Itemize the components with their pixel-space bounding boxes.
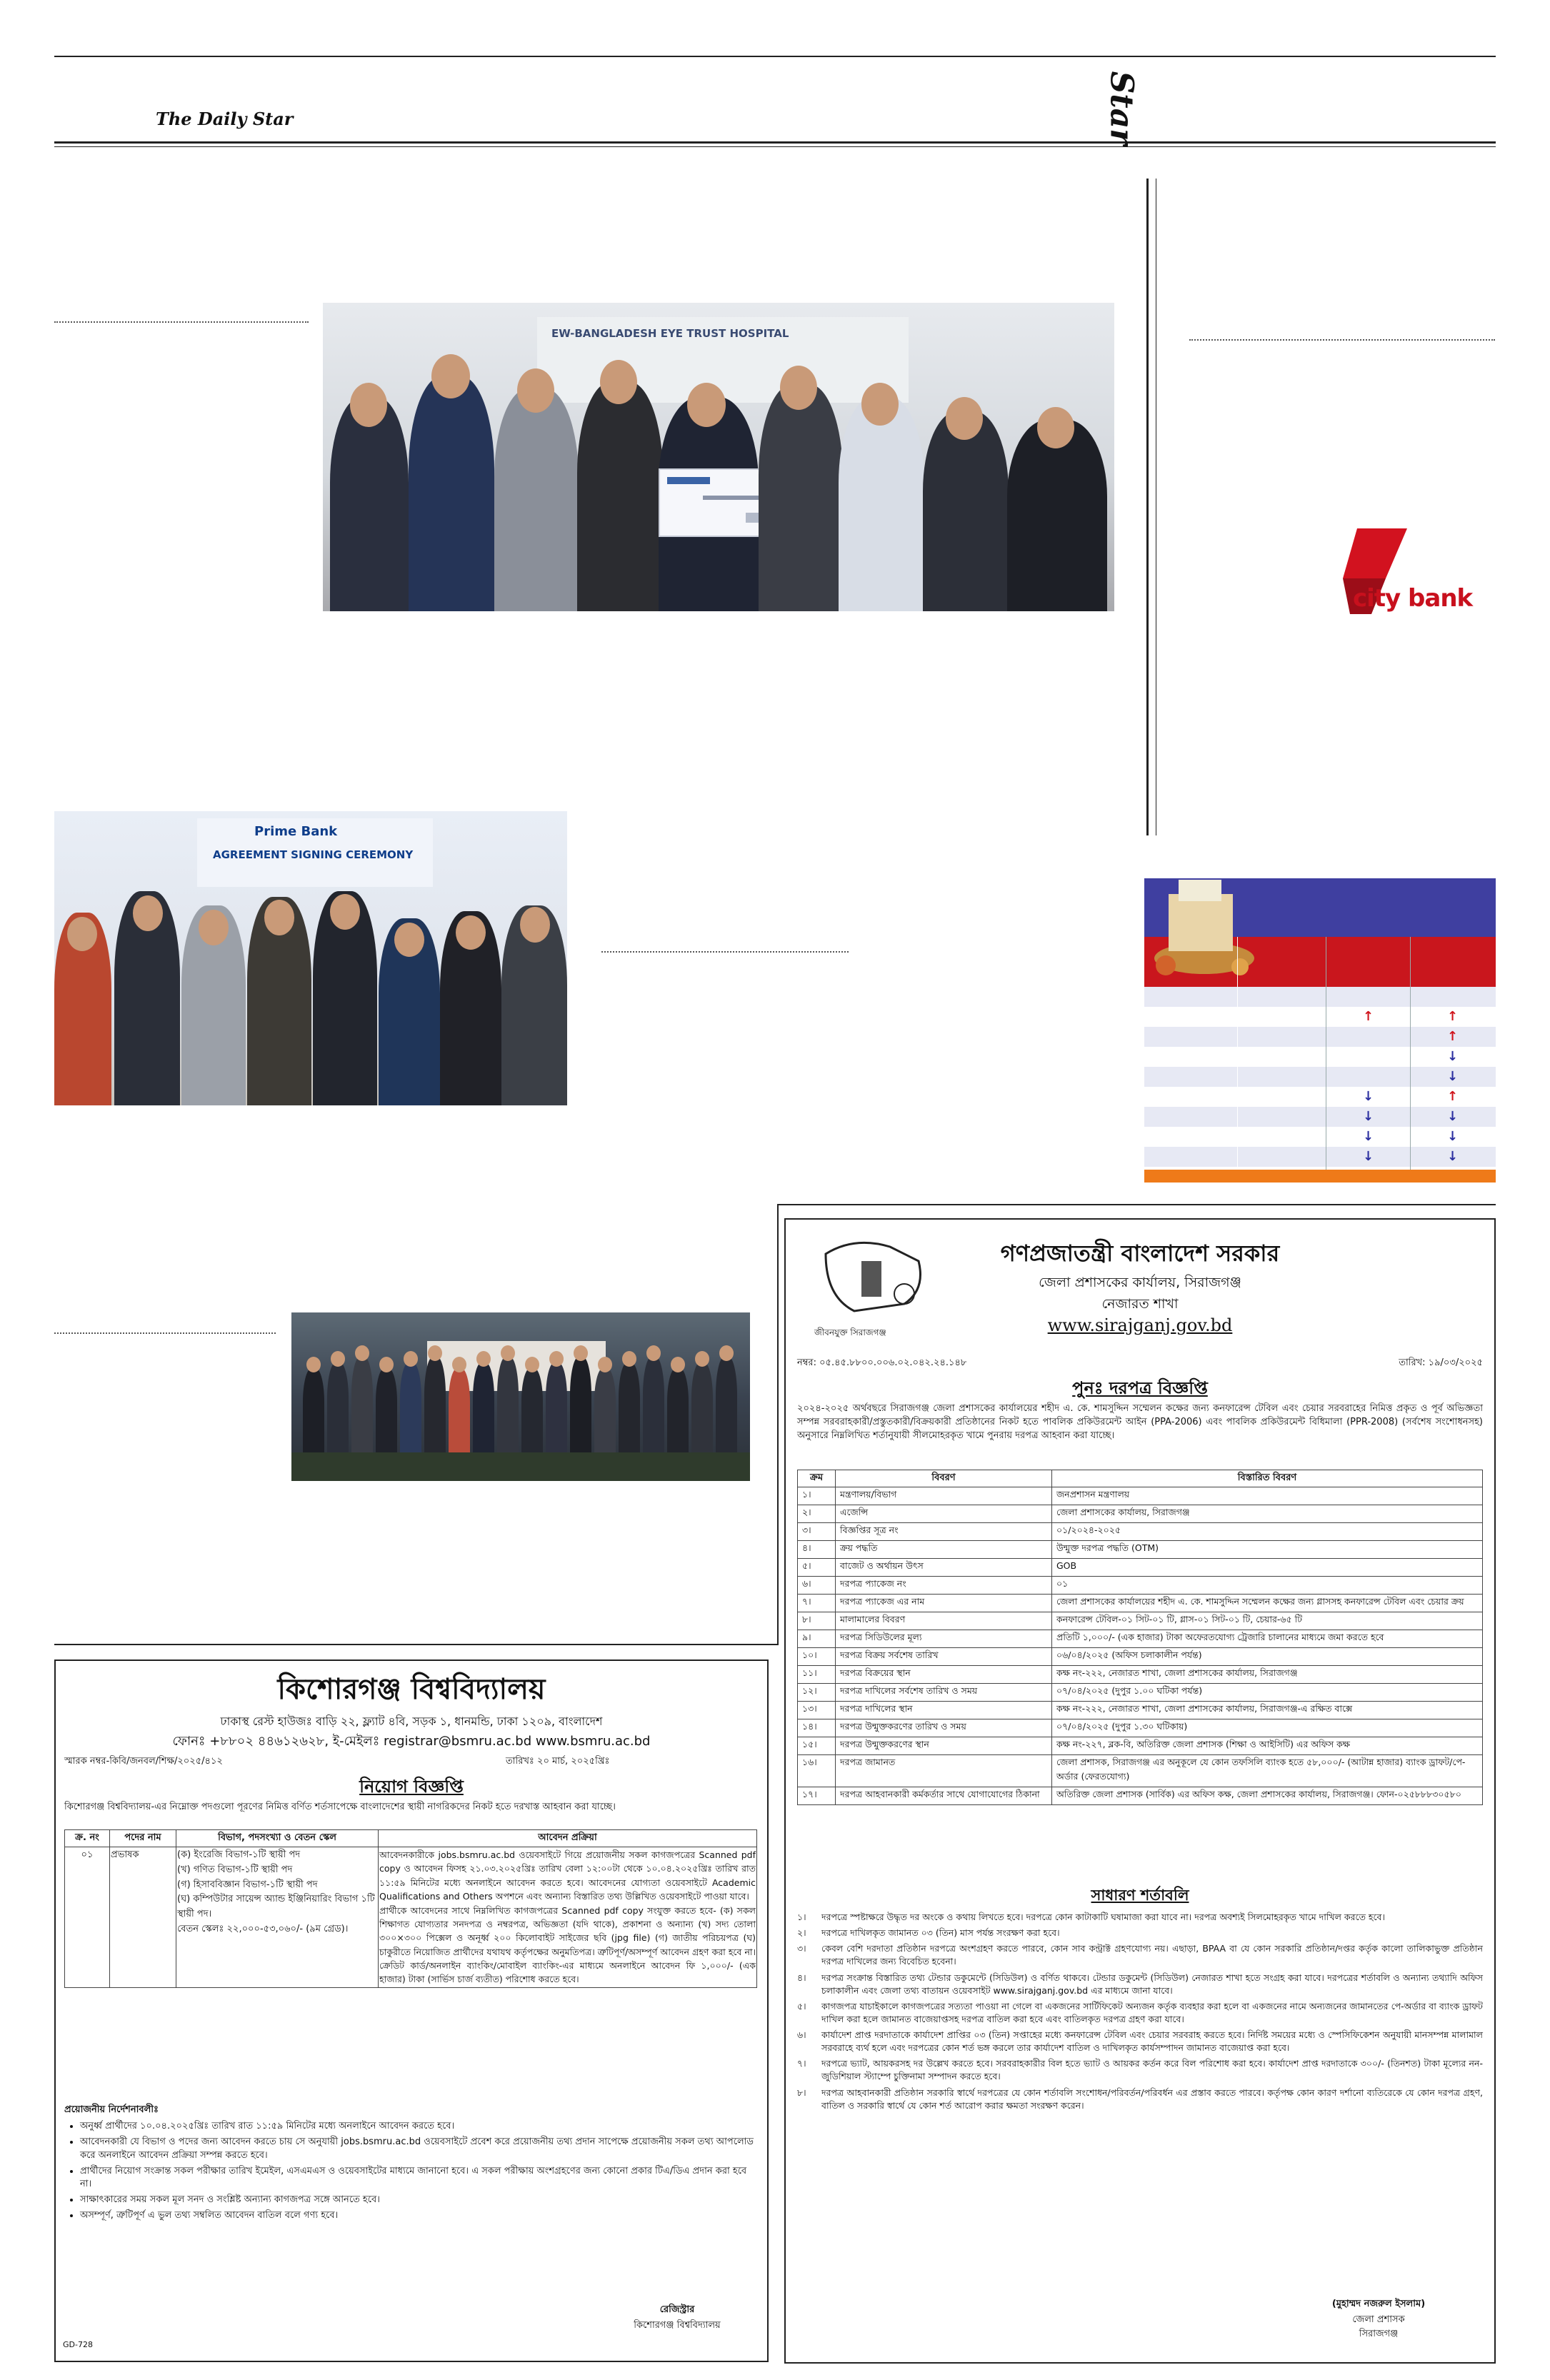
price-row: [1144, 1087, 1496, 1107]
row-number: ১৪।: [798, 1719, 836, 1737]
row-number: ১।: [798, 1487, 836, 1505]
person-head: [525, 1357, 539, 1372]
table-row: [65, 1847, 757, 1988]
person-head: [719, 1345, 734, 1361]
person-head: [379, 1357, 394, 1372]
commodity-price-graphic: [1144, 873, 1496, 1187]
term-item: [797, 2000, 1483, 2026]
price-change-arrow: ↑: [1447, 1029, 1459, 1044]
price-row: [1144, 1067, 1496, 1087]
person-head: [517, 368, 554, 413]
row-value: জেলা প্রশাসক, সিরাজগঞ্জ এর অনুকূলে যে কোন তফসিলি ব্যাংক হতে ৫৮,০০০/- (আটান্ন হাজার) ব্যাংক ড্রাফট/পে-অর্ডার (ফেরতযোগ্য): [1052, 1755, 1483, 1787]
table-row: [798, 1648, 1483, 1666]
table-row: [798, 1612, 1483, 1630]
price-row: [1144, 1027, 1496, 1047]
person-head: [350, 383, 387, 427]
price-change-arrow: ↑: [1447, 1009, 1459, 1024]
person: [497, 1357, 519, 1452]
person-head: [600, 360, 637, 404]
row-value: ০১/২০২৪-২০২৫: [1052, 1523, 1483, 1541]
row-label: দরপত্র আহবানকারী কর্মকর্তার সাথে যোগাযোগের ঠিকানা: [836, 1787, 1052, 1805]
notice-date: তারিখ: ১৯/০৩/২০২৫: [1399, 1357, 1483, 1368]
term-number: ২।: [797, 1927, 806, 1939]
term-number: ৪।: [797, 1972, 806, 1983]
person: [691, 1362, 713, 1452]
notes-title: প্রয়োজনীয় নির্দেশনাবলীঃ: [64, 2104, 159, 2115]
row-value: কক্ষ নং-২২৭, ব্লক-বি, অতিরিক্ত জেলা প্রশাসক (শিক্ষা ও আইসিটি) এর অফিস কক্ষ: [1052, 1737, 1483, 1755]
dotted-separator: [54, 321, 309, 323]
note-item: • প্রার্থীদের নিয়োগ সংক্রান্ত সকল পরীক্ষার তারিখ ইমেইল, এসএমএস ও ওয়েবসাইটের মাধ্যমে জানানো হবে। এ সকল পরীক্ষায় অংশগ্রহণের জন্য কোনো প্রকার টিএ/ডিএ প্রদান করা হবে না।: [80, 2165, 759, 2192]
row-label: দরপত্র বিক্রয় সর্বশেষ তারিখ: [836, 1648, 1052, 1666]
row-label: দরপত্র উন্মুক্তকরণের স্থান: [836, 1737, 1052, 1755]
price-row: [1144, 987, 1496, 1007]
notice-intro: ২০২৪-২০২৫ অর্থবছরে সিরাজগঞ্জ জেলা প্রশাসকের কার্যালয়ের শহীদ এ. কে. শামসুদ্দিন সম্মেলন কক্ষের জন্য কনফারেন্স টেবিল এবং চেয়ার সরবরাহের নিমিত্ত প্রকৃত ও পূর্ব অভিজ্ঞতা সম্পন্ন সরবরাহকারী/প্রস্তুতকারী/বিক্রয়কারী প্রতিষ্ঠানের নিকট হতে পাবলিক প্রকিউরমেন্ট আইন (PPA-2006) এবং পাবলিক প্রকিউরমেন্ট বিধিমালা (PPR-2008) (সর্বশেষ সংশোধনসহ) অনুসারে নিম্নলিখিত শর্তানুযায়ী সীলমোহরকৃত খামে পুনরায় দরপত্র আহবান করা যাচ্ছে।: [797, 1403, 1483, 1441]
row-label: এজেন্সি: [836, 1505, 1052, 1523]
row-label: ক্রয় পদ্ধতি: [836, 1541, 1052, 1559]
row-value: ০৬/০৪/২০২৫ (অফিস চলাকালীন পর্যন্ত): [1052, 1648, 1483, 1666]
ad-code: GD-728: [63, 2340, 93, 2349]
term-text: দরপত্রে ভ্যাট, আয়করসহ দর উল্লেখ করতে হবে। সরবরাহকারীর বিল হতে ভ্যাট ও আয়কর কর্তন করে বিল পরিশোধ করা হবে। কার্যাদেশ প্রাপ্ত দরদাতাকে ৩০০/- (তিনশত) টাকা মূল্যের নন-জুডিশিয়াল স্ট্যাম্পে চুক্তিনামা সম্পাদন করতে হবে।: [821, 2058, 1483, 2082]
row-number: ১২।: [798, 1684, 836, 1702]
term-item: [797, 1911, 1483, 1924]
post-name: প্রভাষক: [110, 1847, 176, 1988]
news-photo-group: [291, 1312, 750, 1481]
price-change-arrow: ↓: [1447, 1069, 1459, 1084]
person: [473, 1362, 494, 1452]
table-header: ক্র. নং: [65, 1830, 110, 1847]
price-row: [1144, 1107, 1496, 1127]
table-row: [798, 1684, 1483, 1702]
person-head: [671, 1357, 685, 1372]
price-change-arrow: ↓: [1363, 1149, 1374, 1164]
person: [759, 384, 843, 611]
row-number: ৮।: [798, 1612, 836, 1630]
term-item: [797, 1972, 1483, 1997]
person: [619, 1362, 640, 1452]
signer-name: (মুহাম্মদ নজরুল ইসলাম): [1331, 2299, 1426, 2309]
person-head: [264, 900, 294, 935]
row-label: দরপত্র সিডিউলের মূল্য: [836, 1630, 1052, 1648]
person-head: [306, 1357, 321, 1372]
price-rows: [1144, 987, 1496, 1167]
price-row: [1144, 1147, 1496, 1167]
table-row: [798, 1559, 1483, 1577]
groceries-basket-icon: [1147, 873, 1261, 980]
backdrop-text: EW-BANGLADESH EYE TRUST HOSPITAL: [551, 327, 789, 340]
notice-headline: পুনঃ দরপত্র বিজ্ঞপ্তি: [1072, 1377, 1208, 1398]
table-row: [798, 1630, 1483, 1648]
term-text: দরপত্র সংক্রান্ত বিস্তারিত তথ্য টেন্ডার ডকুমেন্টে (সিডিউল) ও বর্ণিত থাকবে। টেন্ডার ডকুমেন্ট (সিডিউল) নেজারত শাখা হতে সংগ্রহ করা যাবে। দরপত্রের শর্তাবলি ও অন্যান্য তথ্যাদি অফিস চলাকালীন এবং জেলা তথ্য বাতায়ন ওয়েবসাইট www.sirajganj.gov.bd এর মাধ্যমে জানা যাবে।: [821, 1972, 1483, 1996]
person: [1007, 420, 1107, 611]
row-label: দরপত্র প্যাকেজ এর নাম: [836, 1595, 1052, 1612]
person: [839, 397, 924, 611]
person: [424, 1357, 446, 1452]
table-row: [798, 1523, 1483, 1541]
row-number: ৩।: [798, 1523, 836, 1541]
price-change-arrow: ↑: [1363, 1009, 1374, 1024]
top-rule: [54, 56, 1496, 57]
terms-list: [797, 1911, 1483, 2115]
row-number: ১৫।: [798, 1737, 836, 1755]
person-head: [404, 1351, 418, 1367]
row-value: GOB: [1052, 1559, 1483, 1577]
price-row: [1144, 1047, 1496, 1067]
row-value: প্রতিটি ১,০০০/- (এক হাজার) টাকা অফেরতযোগ্য ট্রেজারি চালানের মাধ্যমে জমা করতে হবে: [1052, 1630, 1483, 1648]
price-row: [1144, 1127, 1496, 1147]
row-number: ১৩।: [798, 1702, 836, 1719]
person-head: [452, 1357, 466, 1372]
row-label: দরপত্র প্যাকেজ নং: [836, 1577, 1052, 1595]
logo-caption: জীবনযুক্ত সিরাজগঞ্জ: [814, 1327, 886, 1337]
post-number: ০১: [65, 1847, 110, 1988]
table-row: [798, 1666, 1483, 1684]
person-head: [331, 1351, 345, 1367]
price-footer-band: [1144, 1170, 1496, 1183]
table-header: পদের নাম: [110, 1830, 176, 1847]
person-head: [394, 923, 424, 957]
row-value: জনপ্রশাসন মন্ত্রণালয়: [1052, 1487, 1483, 1505]
person: [494, 388, 579, 611]
backdrop-banner: [197, 818, 433, 887]
dotted-separator: [1189, 339, 1495, 341]
daily-star-logo: The Daily Star: [156, 109, 294, 129]
dotted-separator: [601, 951, 849, 953]
city-bank-brand: city bank: [1353, 584, 1473, 613]
recruit-intro: কিশোরগঞ্জ বিশ্ববিদ্যালয়-এর নিম্নোক্ত পদগুলো পূরণের নিমিত্ত বর্ণিত শর্তসাপেক্ষে বাংলাদেশের স্থায়ী নাগরিকদের নিকট হতে দরখাস্ত আহবান করা যাচ্ছে।: [64, 1802, 616, 1812]
news-photo-cheque-handover: [323, 303, 1114, 611]
table-row: [798, 1541, 1483, 1559]
person-head: [476, 1351, 491, 1367]
person: [400, 1362, 421, 1452]
person: [594, 1368, 616, 1452]
table-header: ক্রম: [798, 1470, 836, 1487]
price-change-arrow: ↓: [1363, 1109, 1374, 1124]
university-title: কিশোরগঞ্জ বিশ্ববিদ্যালয়: [277, 1672, 546, 1706]
notice-office: জেলা প্রশাসকের কার্যালয়, সিরাজগঞ্জ: [1039, 1275, 1241, 1290]
notice-website-link[interactable]: www.sirajganj.gov.bd: [1047, 1315, 1233, 1335]
price-change-arrow: ↓: [1363, 1089, 1374, 1104]
recruitment-table: [64, 1829, 757, 1988]
price-change-arrow: ↓: [1447, 1109, 1459, 1124]
row-number: ১৭।: [798, 1787, 836, 1805]
backdrop-banner: [537, 317, 909, 403]
post-departments: (ক) ইংরেজি বিভাগ-১টি স্থায়ী পদ (খ) গণিত বিভাগ-১টি স্থায়ী পদ (গ) হিসাববিজ্ঞান বিভাগ-১টি স্থায়ী পদ (ঘ) কম্পিউটার সায়েন্স অ্যান্ড ইঞ্জিনিয়ারিং বিভাগ ১টি স্থায়ী পদ। বেতন স্কেলঃ ২২,০০০-৫৩,০৬০/- (৯ম গ্রেড)।: [176, 1847, 379, 1988]
person-head: [431, 354, 470, 398]
row-label: দরপত্র বিক্রয়ের স্থান: [836, 1666, 1052, 1684]
term-text: কাগজপত্র যাচাইকালে কাগজপত্রের সত্যতা পাওয়া না গেলে বা একজনের সার্টিফিকেট অন্যজন কর্তৃক ব্যবহার করা হলে বা একজনের নামে অন্যজনের জামানতের পে-অর্ডার বা ব্যাংক ড্রাফট দাখিল করা হলে জামানত বাজেয়াপ্তসহ দরপত্র বাতিল করা হবে এবং বাতিলকৃত দরপত্র গ্রহণ করা যাবে।: [821, 2000, 1483, 2024]
term-text: কার্যাদেশ প্রাপ্ত দরদাতাকে কার্যাদেশ প্রাপ্তির ০৩ (তিন) সপ্তাহের মধ্যে কনফারেন্স টেবিল এবং চেয়ার সরবরাহ করতে হবে। নির্দিষ্ট সময়ের মধ্যে ও স্পেসিফিকেশন অনুযায়ী মানসম্পন্ন মালামাল সরবরাহে ব্যর্থ হলে এবং দরপত্রের কোন শর্ত ভঙ্গ করলে তার কার্যাদেশ বাতিল ও দাখিলকৃত কার্যসম্পাদন জামানত বাজেয়াপ্ত করা হবে।: [821, 2029, 1483, 2054]
person-head: [456, 915, 486, 950]
term-number: ৭।: [797, 2058, 806, 2069]
price-change-arrow: ↓: [1363, 1129, 1374, 1144]
person: [409, 376, 494, 611]
term-number: ৩।: [797, 1943, 806, 1954]
registrar-place: কিশোরগঞ্জ বিশ্ববিদ্যালয়: [634, 2320, 721, 2331]
row-value: অতিরিক্ত জেলা প্রশাসক (সার্বিক) এর অফিস কক্ষ, জেলা প্রশাসকের কার্যালয়, সিরাজগঞ্জ। ফোন-০২৫৮৮৮৩০৫৮০: [1052, 1787, 1483, 1805]
banner-subtitle: AGREEMENT SIGNING CEREMONY: [213, 848, 414, 861]
table-row: [798, 1755, 1483, 1787]
row-number: ৬।: [798, 1577, 836, 1595]
person-head: [199, 910, 229, 945]
tender-details-table: [797, 1470, 1483, 1805]
header-rule-thin: [54, 146, 1496, 147]
signer-title: জেলা প্রশাসক: [1352, 2314, 1405, 2325]
term-item: [797, 1942, 1483, 1968]
row-number: ৭।: [798, 1595, 836, 1612]
table-row: [798, 1487, 1483, 1505]
notice-memo: নম্বর: ০৫.৪৫.৮৮০০.০০৬.০২.০৪২.২৪.১৪৮: [797, 1357, 967, 1368]
price-row: [1144, 1007, 1496, 1027]
stage-plants: [291, 1452, 750, 1481]
term-item: [797, 2029, 1483, 2054]
person: [577, 381, 663, 611]
person-head: [574, 1345, 588, 1361]
person-head: [428, 1345, 442, 1361]
person: [923, 411, 1009, 611]
table-header: আবেদন প্রক্রিয়া: [379, 1830, 757, 1847]
person-head: [330, 894, 360, 930]
term-number: ৬।: [797, 2029, 806, 2040]
row-label: দরপত্র উন্মুক্তকরণের তারিখ ও সময়: [836, 1719, 1052, 1737]
person: [546, 1362, 567, 1452]
person-head: [501, 1345, 515, 1361]
row-value: কক্ষ নং-২২২, নেজারত শাখা, জেলা প্রশাসকের কার্যালয়, সিরাজগঞ্জ: [1052, 1666, 1483, 1684]
city-bank-ad: [1343, 521, 1494, 628]
person-head: [1037, 407, 1074, 448]
price-change-arrow: ↑: [1447, 1089, 1459, 1104]
row-value: উন্মুক্ত দরপত্র পদ্ধতি (OTM): [1052, 1541, 1483, 1559]
person: [327, 1362, 349, 1452]
person-head: [646, 1345, 661, 1361]
table-header: বিভাগ, পদসংখ্যা ও বেতন স্কেল: [176, 1830, 379, 1847]
person: [351, 1357, 373, 1452]
row-label: দরপত্র দাখিলের স্থান: [836, 1702, 1052, 1719]
person: [521, 1368, 543, 1452]
note-item: • আবেদনকারী যে বিভাগ ও পদের জন্য আবেদন করতে চায় সে অনুযায়ী jobs.bsmru.ac.bd ওয়েবসাইটে প্রবেশ করে প্রয়োজনীয় তথ্য প্রদান সাপেক্ষে প্রয়োজনীয় সকল তথ্য আপলোড করে অনলাইনে আবেদন প্রক্রিয়া সম্পন্ন করতে হবে।: [80, 2136, 759, 2163]
notice-gov-title: গণপ্রজাতন্ত্রী বাংলাদেশ সরকার: [1000, 1240, 1280, 1267]
dotted-separator: [54, 1332, 276, 1334]
table-row: [798, 1577, 1483, 1595]
application-process: আবেদনকারীকে jobs.bsmru.ac.bd ওয়েবসাইটে গিয়ে প্রয়োজনীয় সকল কাগজপত্রের Scanned pdf copy ও আবেদন ফিসহ ২১.০৩.২০২৫খ্রিঃ তারিখ বেলা ১২:০০টা থেকে ১০.০৪.২০২৫খ্রিঃ তারিখ রাত ১১:৫৯ মিনিটের মধ্যে অনলাইনে আবেদন করতে হবে। আবেদনের যোগ্যতা ওয়েবসাইটে Academic Qualifications and Others অপশনে এবং অন্যান্য বিস্তারিত তথ্য উল্লিখিত ওয়েবসাইটে পাওয়া যাবে। প্রার্থীকে আবেদনের সাথে নিম্নলিখিত কাগজপত্রের Scanned pdf copy সংযুক্ত করতে হবে- (ক) সকল শিক্ষাগত যোগ্যতার সনদপত্র ও নম্বরপত্র, অভিজ্ঞতা (যদি থাকে), প্রকাশনা ও অন্যান্য (খ) সদ্য তোলা ৩০০×৩০০ পিক্সেল ও অনূর্ধ্ব ২০০ কিলোবাইট সাইজের ছবি (jpg file) (গ) জাতীয় পরিচয়পত্র (ঘ) চাকুরীতে নিয়োজিত প্রার্থীদের যথাযথ কর্তৃপক্ষের অনুমতিপত্র। ত্রুটিপূর্ণ/অসম্পূর্ণ আবেদন গ্রহণ করা হবে না। ক্রেডিট কার্ড/অনলাইন ব্যাংকিং/মোবাইল ব্যাংকিং-এর মাধ্যমে অনলাইনে আবেদন ফি ১,০০০/- (এক হাজার) টাকা (সার্ভিস চার্জ ব্যতীত) পরিশোধ করতে হবে।: [379, 1847, 757, 1988]
row-number: ১৬।: [798, 1755, 836, 1787]
person: [449, 1368, 470, 1452]
person-head: [133, 895, 163, 931]
row-value: জেলা প্রশাসকের কার্যালয়, সিরাজগঞ্জ: [1052, 1505, 1483, 1523]
recruit-memo: স্মারক নম্বর-কিবি/জনবল/শিক্ষ/২০২৫/৪১২: [64, 1756, 223, 1767]
person: [330, 397, 409, 611]
recruitment-notice: [54, 1660, 769, 2362]
person-head: [598, 1357, 612, 1372]
column-rule: [1146, 179, 1149, 835]
person: [376, 1368, 397, 1452]
row-value: ০৭/০৪/২০২৫ (দুপুর ১.০০ ঘটিকা পর্যন্ত): [1052, 1684, 1483, 1702]
row-number: ২।: [798, 1505, 836, 1523]
table-header: বিস্তারিত বিবরণ: [1052, 1470, 1483, 1487]
person-head: [355, 1345, 369, 1361]
table-row: [798, 1737, 1483, 1755]
term-text: দরপত্রে স্পষ্টাক্ষরে উদ্ধৃত দর অংকে ও কথায় লিখতে হবে। দরপত্রে কোন কাটাকাটি ঘষামাজা করা যাবে না। দরপত্র অবশ্যই সিলমোহরকৃত খামে দাখিল করতে হবে।: [821, 1912, 1385, 1922]
terms-title: সাধারণ শর্তাবলি: [1091, 1886, 1189, 1904]
row-number: ৯।: [798, 1630, 836, 1648]
person: [643, 1357, 664, 1452]
row-label: মালামালের বিবরণ: [836, 1612, 1052, 1630]
note-item: • অনুর্ধ্ব প্রার্থীদের ১০.০৪.২০২৫খ্রিঃ তারিখ রাত ১১:৫৯ মিনিটের মধ্যে অনলাইনে আবেদন করতে হবে।: [80, 2120, 759, 2134]
person-head: [687, 383, 726, 427]
box-rule: [777, 1204, 1496, 1205]
row-value: কক্ষ নং-২২২, নেজারত শাখা, জেলা প্রশাসকের কার্যালয়, সিরাজগঞ্জ-এ রক্ষিত বাক্সে: [1052, 1702, 1483, 1719]
row-value: ০৭/০৪/২০২৫ (দুপুর ১.৩০ ঘটিকায়): [1052, 1719, 1483, 1737]
box-rule: [54, 1644, 777, 1645]
row-label: দরপত্র জামানত: [836, 1755, 1052, 1787]
person-head: [549, 1351, 564, 1367]
term-number: ৫।: [797, 2000, 806, 2012]
table-row: [798, 1505, 1483, 1523]
banner-brand: Prime Bank: [254, 824, 338, 839]
row-number: ১১।: [798, 1666, 836, 1684]
term-item: [797, 1927, 1483, 1939]
term-text: কেবল বেশি দরদাতা প্রতিষ্ঠান দরপত্রে অংশগ্রহণ করতে পারবে, কোন সাব কন্ট্রাক্ট গ্রহণযোগ্য নয়। এছাড়া, BPAA বা যে কোন সরকারি প্রতিষ্ঠান/দপ্তর কর্তৃক কালো তালিকাভুক্ত প্রতিষ্ঠান দরপত্র দাখিলের জন্য বিবেচিত হবেনা।: [821, 1943, 1483, 1967]
notice-branch: নেজারত শাখা: [1101, 1296, 1179, 1312]
person: [303, 1368, 324, 1452]
tender-notice: [784, 1218, 1496, 2364]
person: [716, 1357, 737, 1452]
table-row: [798, 1702, 1483, 1719]
recruit-headline: নিয়োগ বিজ্ঞপ্তি: [359, 1776, 464, 1797]
row-number: ৫।: [798, 1559, 836, 1577]
row-label: দরপত্র দাখিলের সর্বশেষ তারিখ ও সময়: [836, 1684, 1052, 1702]
term-number: ৮।: [797, 2087, 806, 2098]
registrar-title: রেজিস্ট্রার: [659, 2304, 695, 2315]
row-label: বাজেট ও অর্থায়ন উৎস: [836, 1559, 1052, 1577]
row-value: জেলা প্রশাসকের কার্যালয়ের শহীদ এ. কে. শামসুদ্দিন সম্মেলন কক্ষের জন্য গ্লাসসহ কনফারেন্স টেবিল এবং চেয়ার ক্রয়: [1052, 1595, 1483, 1612]
table-row: [798, 1719, 1483, 1737]
header-rule: [54, 141, 1496, 144]
person-head: [67, 917, 97, 951]
row-number: ১০।: [798, 1648, 836, 1666]
signer-place: সিরাজগঞ্জ: [1359, 2329, 1399, 2339]
person-head: [695, 1351, 709, 1367]
person: [570, 1357, 591, 1452]
row-label: মন্ত্রণালয়/বিভাগ: [836, 1487, 1052, 1505]
term-text: দরপত্রে দাখিলকৃত জামানত ০৩ (তিন) মাস পর্যন্ত সংরক্ষণ করা হবে।: [821, 1927, 1060, 1939]
person-head: [520, 907, 550, 943]
price-change-arrow: ↓: [1447, 1049, 1459, 1064]
row-value: কনফারেন্স টেবিল-০১ সিট-০১ টি, গ্লাস-০১ সিট-০১ টি, চেয়ার-৬৫ টি: [1052, 1612, 1483, 1630]
person: [667, 1368, 689, 1452]
table-row: [798, 1595, 1483, 1612]
term-item: [797, 2057, 1483, 2083]
table-header: বিবরণ: [836, 1470, 1052, 1487]
university-contact: ফোনঃ +৮৮০২ ৪৪৬১২৬২৮, ই-মেইলঃ registrar@bsmru.ac.bd www.bsmru.ac.bd: [172, 1734, 651, 1749]
person-head: [622, 1351, 636, 1367]
note-item: • অসম্পূর্ণ, ত্রুটিপূর্ণ এ ভুল তথ্য সম্বলিত আবেদন বাতিল বলে গণ্য হবে।: [80, 2209, 759, 2223]
person-head: [780, 366, 817, 410]
term-item: [797, 2087, 1483, 2112]
box-rule: [777, 1204, 779, 1645]
note-item: • সাক্ষাৎকারের সময় সকল মূল সনদ ও সংশ্লিষ্ট অন্যান্য কাগজপত্র সঙ্গে আনতে হবে।: [80, 2194, 759, 2207]
university-address: ঢাকাস্থ রেস্ট হাউজঃ বাড়ি ২২, ফ্ল্যাট ৪বি, সড়ক ১, ধানমন্ডি, ঢাকা ১২০৯, বাংলাদেশ: [220, 1714, 603, 1728]
row-label: বিজ্ঞপ্তির সূত্র নং: [836, 1523, 1052, 1541]
row-value: ০১: [1052, 1577, 1483, 1595]
term-number: ১।: [797, 1912, 806, 1922]
term-text: দরপত্র আহবানকারী প্রতিষ্ঠান সরকারি স্বার্থে দরপত্রের যে কোন শর্তাবলি সংশোধন/পরিবর্তন/পরিবর্ধন এর প্রস্তাব করতে পারবে। কর্তৃপক্ষ কোন কারণ দর্শানো ব্যতিরেকে যে কোন দরপত্র গ্রহণ, বাতিল ও সরকারি স্বার্থে যে কোন শর্ত আরোপ করার ক্ষমতা সংরক্ষণ করেন।: [821, 2087, 1483, 2111]
recruit-date: তারিখঃ ২০ মার্চ, ২০২৫খ্রিঃ: [506, 1756, 610, 1767]
price-change-arrow: ↓: [1447, 1149, 1459, 1164]
table-row: [798, 1787, 1483, 1805]
notes-list: [64, 2118, 759, 2225]
star-logo: Star: [1103, 71, 1140, 146]
price-change-arrow: ↓: [1447, 1129, 1459, 1144]
person-head: [946, 397, 983, 440]
news-photo-agreement-signing: [54, 811, 567, 1105]
row-number: ৪।: [798, 1541, 836, 1559]
person-head: [861, 383, 899, 426]
